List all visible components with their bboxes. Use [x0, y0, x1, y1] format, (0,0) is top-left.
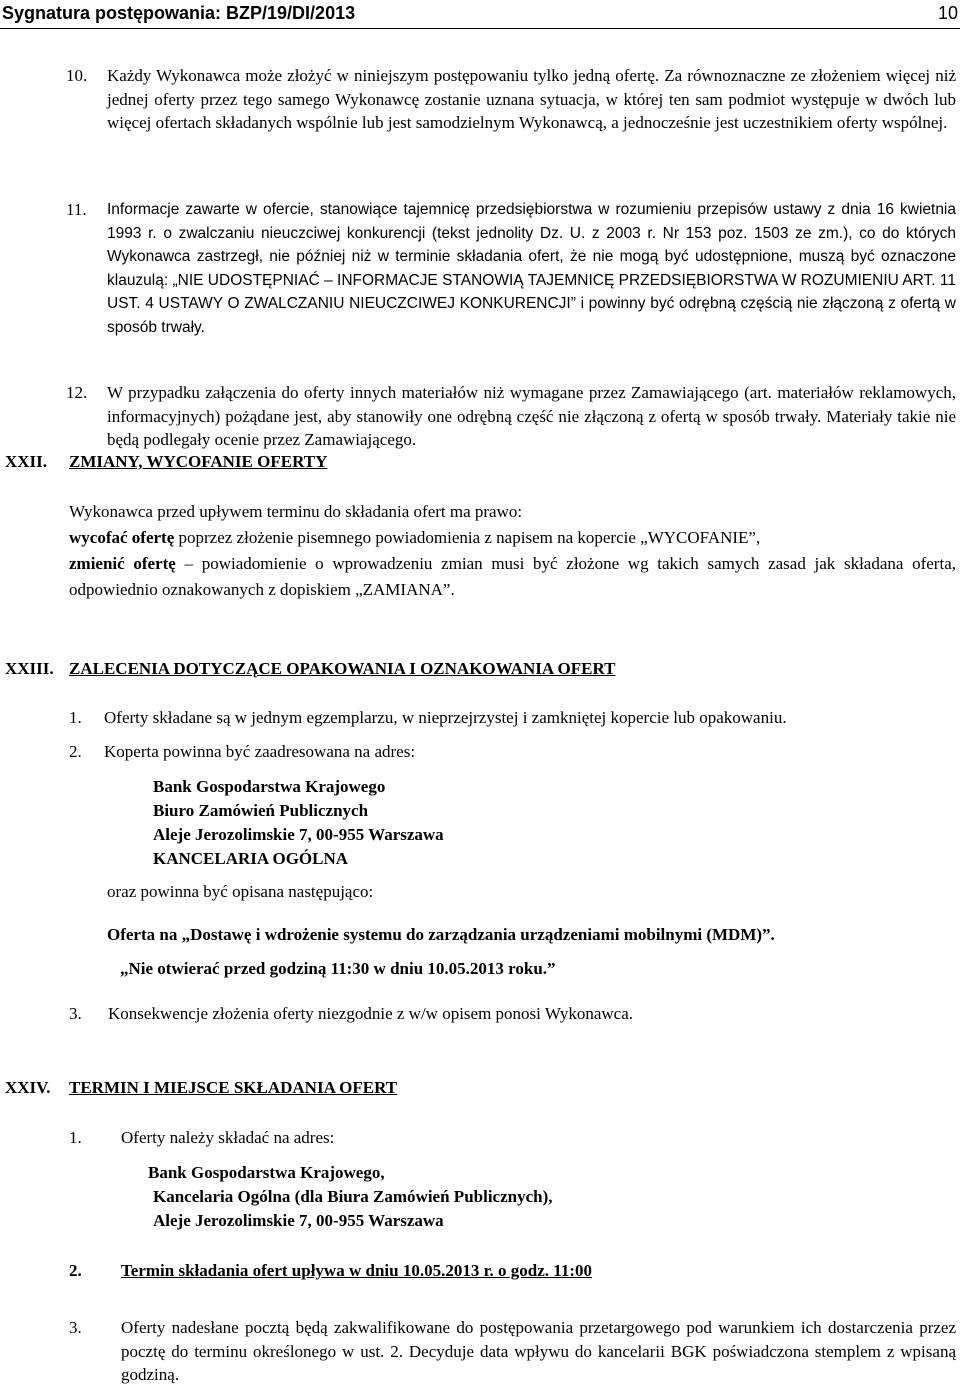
- withdraw-paragraph: [69, 525, 956, 551]
- section-xxiii-heading: [5, 657, 955, 681]
- item-number: 12.: [66, 383, 88, 402]
- item-number: 2.: [69, 742, 82, 761]
- item-text: Konsekwencje złożenia oferty niezgodnie z w/w opisem ponosi Wykonawca.: [108, 1004, 634, 1023]
- item-text: Oferty należy składać na adres:: [121, 1128, 335, 1147]
- address-line: KANCELARIA OGÓLNA: [153, 849, 349, 868]
- xxiii-item-2: [69, 740, 956, 764]
- item-text: Każdy Wykonawca może złożyć w niniejszym postępowaniu tylko jedną ofertę. Za równoznaczne ze złożeniem więcej niż jednej oferty przez tego samego Wykonawcę zostanie uznana sytuacja, w której ten sam podmiot występuje w dwóch lub więcej ofertach składanych wspólnie lub jest samodzielnym Wykonawcą, a jednocześnie jest uczestnikiem oferty wspólnej.: [107, 66, 956, 132]
- item-10: [66, 64, 956, 135]
- submission-address: [148, 1161, 553, 1233]
- item-number: 10.: [66, 66, 88, 85]
- item-text: Oferty nadesłane pocztą będą zakwalifikowane do postępowania przetargowego pod warunkiem ich dostarczenia przez pocztę do terminu określonego w ust. 2. Decyduje data wpływu do kancelarii BGK poświadczona stemplem z wpisaną godziną.: [121, 1318, 956, 1384]
- change-paragraph: [69, 551, 956, 603]
- xxiv-item-2: [69, 1259, 956, 1283]
- xxiii-item-1: [69, 706, 956, 730]
- withdraw-text: poprzez złożenie pisemnego powiadomienia z napisem na kopercie „WYCOFANIE”,: [174, 528, 761, 547]
- address-line: Bank Gospodarstwa Krajowego: [153, 777, 386, 796]
- item-11: [66, 198, 956, 339]
- describe-instruction: [107, 880, 956, 904]
- page-header: [0, 0, 960, 28]
- xxiv-item-1: [69, 1126, 956, 1150]
- item-number: 1.: [69, 1128, 82, 1147]
- address-line: Bank Gospodarstwa Krajowego,: [148, 1163, 385, 1182]
- item-text: [107, 198, 956, 339]
- section-title: ZMIANY, WYCOFANIE OFERTY: [69, 452, 328, 471]
- header-divider: [0, 28, 960, 29]
- withdraw-label: wycofać ofertę: [69, 528, 175, 547]
- section-number: XXII.: [5, 452, 48, 471]
- item-text: Koperta powinna być zaadresowana na adres:: [104, 742, 416, 761]
- section-title: TERMIN I MIEJSCE SKŁADANIA OFERT: [69, 1078, 398, 1097]
- deadline-text: Termin składania ofert upływa w dniu 10.05.2013 r. o godz. 11:00: [121, 1261, 593, 1280]
- address-line: Aleje Jerozolimskie 7, 00-955 Warszawa: [153, 825, 444, 844]
- xxiii-item-3: [69, 1002, 956, 1026]
- section-xxii-body: [69, 499, 956, 603]
- section-number: XXIII.: [5, 659, 54, 678]
- item-text: W przypadku załączenia do oferty innych materiałów niż wymagane przez Zamawiającego (art. materiałów reklamowych, informacyjnych) pożądane jest, aby stanowiły one odrębną część nie złączoną z ofertą w sposób trwały. Materiały takie nie będą podlegały ocenie przez Zamawiającego.: [107, 383, 956, 449]
- section-title: ZALECENIA DOTYCZĄCE OPAKOWANIA I OZNAKOWANIA OFERT: [69, 659, 616, 678]
- page-number: 10: [937, 3, 958, 23]
- section-number: XXIV.: [5, 1078, 51, 1097]
- item-number: 1.: [69, 708, 82, 727]
- address-line: Aleje Jerozolimskie 7, 00-955 Warszawa: [153, 1211, 444, 1230]
- change-text: – powiadomienie o wprowadzeniu zmian musi być złożone wg takich samych zasad jak składana oferta, odpowiednio oznakowanych z dopiskiem „ZAMIANA”.: [69, 554, 956, 599]
- item-text: Oferty składane są w jednym egzemplarzu, w nieprzejrzystej i zamkniętej kopercie lub opakowaniu.: [104, 708, 787, 727]
- offer-subject-line: Oferta na „Dostawę i wdrożenie systemu do zarządzania urządzeniami mobilnymi (MDM)”.: [107, 925, 775, 944]
- item-number: 2.: [69, 1261, 82, 1280]
- do-not-open-line: „Nie otwierać przed godziną 11:30 w dniu 10.05.2013 roku.”: [120, 959, 556, 978]
- right-intro: Wykonawca przed upływem terminu do składania ofert ma prawo:: [69, 502, 523, 521]
- item-number: 11.: [66, 200, 87, 219]
- envelope-address: [153, 775, 444, 871]
- section-xxii-heading: [5, 450, 955, 474]
- item-number: 3.: [69, 1004, 82, 1023]
- address-line: Kancelaria Ogólna (dla Biura Zamówień Publicznych),: [153, 1187, 553, 1206]
- item-12: [66, 381, 956, 452]
- section-xxiv-heading: [5, 1076, 955, 1100]
- address-line: Biuro Zamówień Publicznych: [153, 801, 369, 820]
- xxiv-item-3: [69, 1316, 956, 1387]
- proceeding-signature: Sygnatura postępowania: BZP/19/DI/2013: [2, 3, 356, 23]
- describe-text: oraz powinna być opisana następująco:: [107, 882, 374, 901]
- item-number: 3.: [69, 1318, 82, 1337]
- change-label: zmienić ofertę: [69, 554, 176, 573]
- item-text-content: Informacje zawarte w ofercie, stanowiące tajemnicę przedsiębiorstwa w rozumieniu przepisów ustawy z dnia 16 kwietnia 1993 r. o zwalczaniu nieuczciwej konkurencji (tekst jednolity Dz. U. z 2003 r. Nr 153 poz. 1503 ze zm.), co do których Wykonawca zastrzegł, nie później niż w terminie składania ofert, że nie mogą być udostępnione, muszą być oznaczone klauzulą: „NIE UDOSTĘPNIAĆ – INFORMACJE STANOWIĄ TAJEMNICĘ PRZEDSIĘBIORSTWA W ROZUMIENIU ART. 11 UST. 4 USTAWY O ZWALCZANIU NIEUCZCIWEJ KONKURENCJI” i powinny być odrębną częścią nie złączoną z ofertą w sposób trwały.: [107, 201, 956, 336]
- envelope-label: [107, 918, 956, 986]
